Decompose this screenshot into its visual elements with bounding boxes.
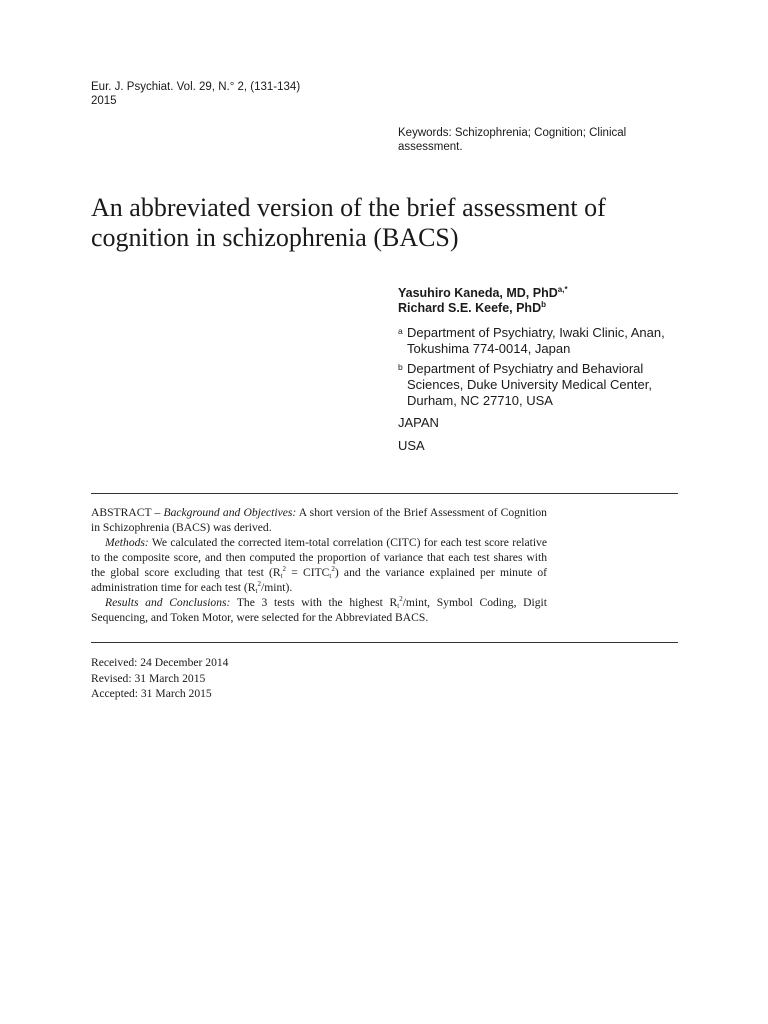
article-history xyxy=(91,655,391,702)
author-list xyxy=(398,286,688,316)
affiliation-text: Department of Psychiatry, Iwaki Clinic, Anan, Tokushima 774-0014, Japan xyxy=(407,325,665,356)
abstract-label: ABSTRACT – xyxy=(91,506,164,519)
background-heading: Background and Objectives: xyxy=(163,506,297,519)
country-japan: JAPAN xyxy=(398,415,439,430)
results-text: /mint, Symbol Coding, Digit Sequencing, and Token Motor, were selected for the Abbreviated BACS. xyxy=(91,596,547,624)
journal-year: 2015 xyxy=(91,95,117,107)
received-date: Received: 24 December 2014 xyxy=(91,656,229,669)
affiliation-text: Department of Psychiatry and Behavioral Sciences, Duke University Medical Center, Durham, NC 27710, USA xyxy=(407,361,652,408)
revised-date: Revised: 31 March 2015 xyxy=(91,671,206,685)
abstract-methods xyxy=(91,535,547,595)
journal-reference: Eur. J. Psychiat. Vol. 29, N.° 2, (131-134) xyxy=(91,81,301,93)
keywords: Keywords: Schizophrenia; Cognition; Clinical assessment. xyxy=(398,127,627,153)
affiliation-marker: a xyxy=(398,326,403,336)
superscript: 2 xyxy=(399,595,403,603)
methods-heading: Methods: xyxy=(105,536,149,549)
methods-text: = CITC xyxy=(286,566,330,579)
author-keefe xyxy=(398,301,688,316)
superscript: 2 xyxy=(282,565,287,573)
affiliation-marker: b xyxy=(398,362,403,372)
results-text: The 3 tests with the highest R xyxy=(230,596,398,609)
author-name: Richard S.E. Keefe, PhD xyxy=(398,301,542,315)
background-text: A short version of the Brief Assessment of Cognition in Schizophrenia (BACS) was derived. xyxy=(91,506,547,534)
author-affiliation-marker: a,* xyxy=(557,285,568,294)
results-heading: Results and Conclusions: xyxy=(105,596,231,609)
superscript: 2 xyxy=(331,565,335,573)
author-affiliation-marker: b xyxy=(541,300,546,309)
journal-citation xyxy=(91,80,391,108)
subscript: t xyxy=(255,587,258,595)
author-name: Yasuhiro Kaneda, MD, PhD xyxy=(398,286,558,300)
methods-text: ) and the variance explained per minute of administration time for each test (R xyxy=(91,566,548,594)
subscript: t xyxy=(329,572,332,580)
article-title: An abbreviated version of the brief assessment of cognition in schizophrenia (BACS) xyxy=(91,193,606,252)
abstract xyxy=(91,505,547,625)
author-kaneda xyxy=(398,286,688,301)
accepted-date: Accepted: 31 March 2015 xyxy=(91,687,212,700)
methods-text: /mint). xyxy=(260,581,293,594)
subscript: t xyxy=(397,602,400,610)
country-usa: USA xyxy=(398,438,425,453)
divider-top xyxy=(91,493,678,494)
superscript: 2 xyxy=(257,580,261,588)
divider-bottom xyxy=(91,642,678,643)
subscript: t xyxy=(280,572,283,580)
methods-text: We calculated the corrected item-total correlation (CITC) for each test score relative to the composite score, and then computed the proportion of variance that each test shares with the global score excluding that test (R xyxy=(91,536,547,579)
abstract-results xyxy=(91,595,547,625)
affiliation-a xyxy=(398,325,688,357)
affiliation-b xyxy=(398,361,688,409)
abstract-background xyxy=(91,505,547,535)
